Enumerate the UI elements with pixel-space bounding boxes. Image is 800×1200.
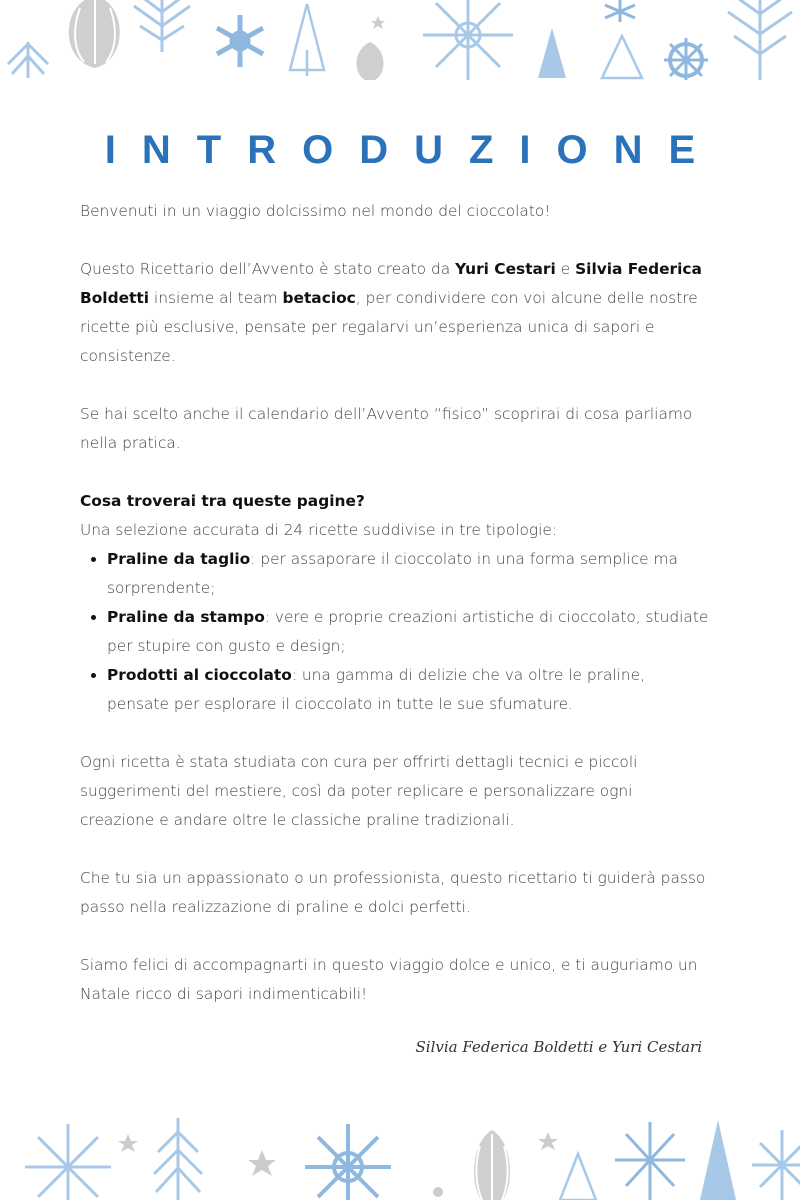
page-title: INTRODUZIONE: [104, 128, 722, 172]
snowflake-icon: [217, 15, 263, 67]
top-decorative-border: [0, 0, 800, 80]
selection-paragraph: Una selezione accurata di 24 ricette suddivise in tre tipologie:: [80, 521, 558, 539]
authors-paragraph: Questo Ricettario dell’Avvento è stato creato da Yuri Cestari e Silvia Federica Boldetti insieme al team betacioc, per condividere con voi alcune delle nostre ricette più esclusive, pensate per regalarvi un’esperienza unica di sapori e consistenze.: [80, 260, 702, 365]
list-item: • Praline da taglio: per assaporare il cioccolato in una forma semplice ma sorprendente;: [107, 545, 710, 603]
pine-tree-icon: [154, 1118, 202, 1200]
pine-tree-icon: [134, 0, 190, 52]
welcome-paragraph: Benvenuti in un viaggio dolcissimo nel mondo del cioccolato!: [80, 202, 551, 220]
cacao-pod-icon: [357, 42, 384, 80]
pine-tree-icon: [728, 0, 792, 80]
author-name: Silvia Federica Boldetti: [80, 260, 702, 307]
signature: Silvia Federica Boldetti e Yuri Cestari: [415, 1038, 702, 1056]
star-icon: [248, 1150, 276, 1176]
pine-tree-icon: [290, 4, 324, 76]
star-icon: [433, 1187, 443, 1197]
snowflake-icon: [423, 0, 513, 80]
pine-tree-icon: [8, 42, 48, 78]
pine-tree-icon: [602, 36, 642, 78]
bottom-decorative-border: [0, 1110, 800, 1200]
pine-tree-icon: [700, 1120, 736, 1200]
author-name: Yuri Cestari: [455, 260, 556, 278]
recipes-paragraph: Ogni ricetta è stata studiata con cura per offrirti dettagli tecnici e piccoli suggerimenti del mestiere, così da poter replicare e personalizzare ogni creazione e andare oltre le classiche praline tradizionali.: [80, 753, 638, 829]
cacao-pod-icon: [474, 1130, 510, 1200]
star-icon: [371, 16, 385, 29]
team-name: betacioc: [282, 289, 356, 307]
calendar-paragraph: Se hai scelto anche il calendario dell’Avvento “fisico” scoprirai di cosa parliamo nella pratica.: [80, 405, 693, 452]
list-item: • Prodotti al cioccolato: una gamma di delizie che va oltre le praline, pensate per esplorare il cioccolato in tutte le sue sfumature.: [107, 661, 710, 719]
closing-paragraph: Siamo felici di accompagnarti in questo viaggio dolce e unico, e ti auguriamo un Natale ricco di sapori indimenticabili!: [80, 956, 698, 1003]
pine-tree-icon: [538, 28, 566, 78]
snowflake-icon: [305, 1124, 391, 1200]
recipe-types-list: [80, 545, 710, 719]
cacao-pod-icon: [69, 0, 120, 68]
list-item: • Praline da stampo: vere e proprie creazioni artistiche di cioccolato, studiate per stupire con gusto e design;: [107, 603, 710, 661]
star-icon: [538, 1132, 558, 1150]
intro-content: [80, 197, 710, 1009]
snowflake-icon: [615, 1122, 685, 1200]
pine-tree-icon: [560, 1154, 596, 1200]
snowflake-icon: [25, 1124, 111, 1200]
star-icon: [118, 1134, 138, 1152]
guide-paragraph: Che tu sia un appassionato o un professionista, questo ricettario ti guiderà passo passo nella realizzazione di praline e dolci perfetti.: [80, 869, 706, 916]
section-heading: Cosa troverai tra queste pagine?: [80, 492, 365, 510]
snowflake-icon: [752, 1130, 800, 1200]
